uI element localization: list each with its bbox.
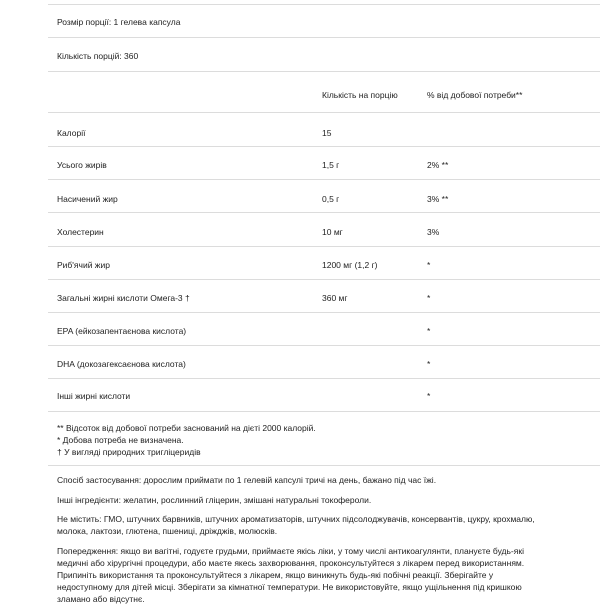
- serving-size: Розмір порції: 1 гелева капсула: [57, 17, 181, 27]
- nutrient-amount: 10 мг: [322, 227, 343, 237]
- divider: [48, 246, 600, 247]
- nutrient-name: Риб'ячий жир: [57, 260, 110, 270]
- divider: [48, 146, 600, 147]
- nutrient-dv: *: [427, 293, 431, 303]
- other-ingredients-text: Інші інгредієнти: желатин, рослинний гліцерин, змішані натуральні токофероли.: [57, 495, 372, 505]
- nutrient-dv: 2% **: [427, 160, 449, 170]
- warning-text: Попередження: якщо ви вагітні, годуєте грудьми, приймаєте якісь ліки, у тому числі антикоагулянти, плануєте будь-які медичні або хірургічні процедури, або маєте якесь захворювання, проконсультуйтеся з лікарем перед використанням. Припиніть використання та проконсультуйтеся з лікарем, якщо виникнуть будь-які побічні реакції. Зберігайте у недоступному для дітей місці. Зберігати за кімнатної температури. Не використовуйте, якщо ущільнення під кришкою зламано або відсутнє.: [57, 546, 525, 604]
- nutrient-amount: 15: [322, 128, 332, 138]
- nutrient-dv: *: [427, 326, 431, 336]
- nutrient-name: Калорії: [57, 128, 86, 138]
- usage-text: Спосіб застосування: дорослим приймати по 1 гелевій капсулі тричі на день, бажано під час їжі.: [57, 475, 437, 485]
- nutrient-name: Загальні жирні кислоти Омега-3 †: [57, 293, 190, 303]
- divider: [48, 465, 600, 466]
- divider: [48, 179, 600, 180]
- nutrient-amount: 0,5 г: [322, 194, 340, 204]
- dv-column-header: % від добової потреби**: [427, 90, 523, 100]
- divider: [48, 71, 600, 72]
- divider: [48, 4, 600, 5]
- nutrient-dv: 3% **: [427, 194, 449, 204]
- divider: [48, 37, 600, 38]
- footnote: * Добова потреба не визначена.: [57, 435, 184, 445]
- footnote: ** Відсоток від добової потреби заснований на дієті 2000 калорій.: [57, 423, 316, 433]
- nutrient-name: Усього жирів: [57, 160, 107, 170]
- amount-column-header: Кількість на порцію: [322, 90, 398, 100]
- does-not-contain-text: Не містить: ГМО, штучних барвників, штучних ароматизаторів, штучних підсолоджувачів, консервантів, цукру, крохмалю, молока, лактози, глютена, пшениці, дріжджів, молюсків.: [57, 514, 535, 536]
- nutrient-amount: 1,5 г: [322, 160, 340, 170]
- nutrient-name: Насичений жир: [57, 194, 118, 204]
- nutrient-dv: *: [427, 359, 431, 369]
- nutrient-dv: *: [427, 391, 431, 401]
- footnote: † У вигляді природних тригліцеридів: [57, 447, 201, 457]
- nutrient-dv: *: [427, 260, 431, 270]
- nutrient-dv: 3%: [427, 227, 440, 237]
- servings-count: Кількість порцій: 360: [57, 51, 139, 61]
- nutrient-name: DHA (докозагексаєнова кислота): [57, 359, 186, 369]
- divider: [48, 378, 600, 379]
- nutrient-amount: 360 мг: [322, 293, 348, 303]
- footnotes: [57, 422, 547, 458]
- divider: [48, 212, 600, 213]
- divider: [48, 312, 600, 313]
- divider: [48, 345, 600, 346]
- nutrient-amount: 1200 мг (1,2 г): [322, 260, 378, 270]
- divider: [48, 112, 600, 113]
- divider: [48, 411, 600, 412]
- nutrient-name: EPA (ейкозапентаєнова кислота): [57, 326, 187, 336]
- nutrient-name: Холестерин: [57, 227, 104, 237]
- divider: [48, 279, 600, 280]
- nutrient-name: Інші жирні кислоти: [57, 391, 131, 401]
